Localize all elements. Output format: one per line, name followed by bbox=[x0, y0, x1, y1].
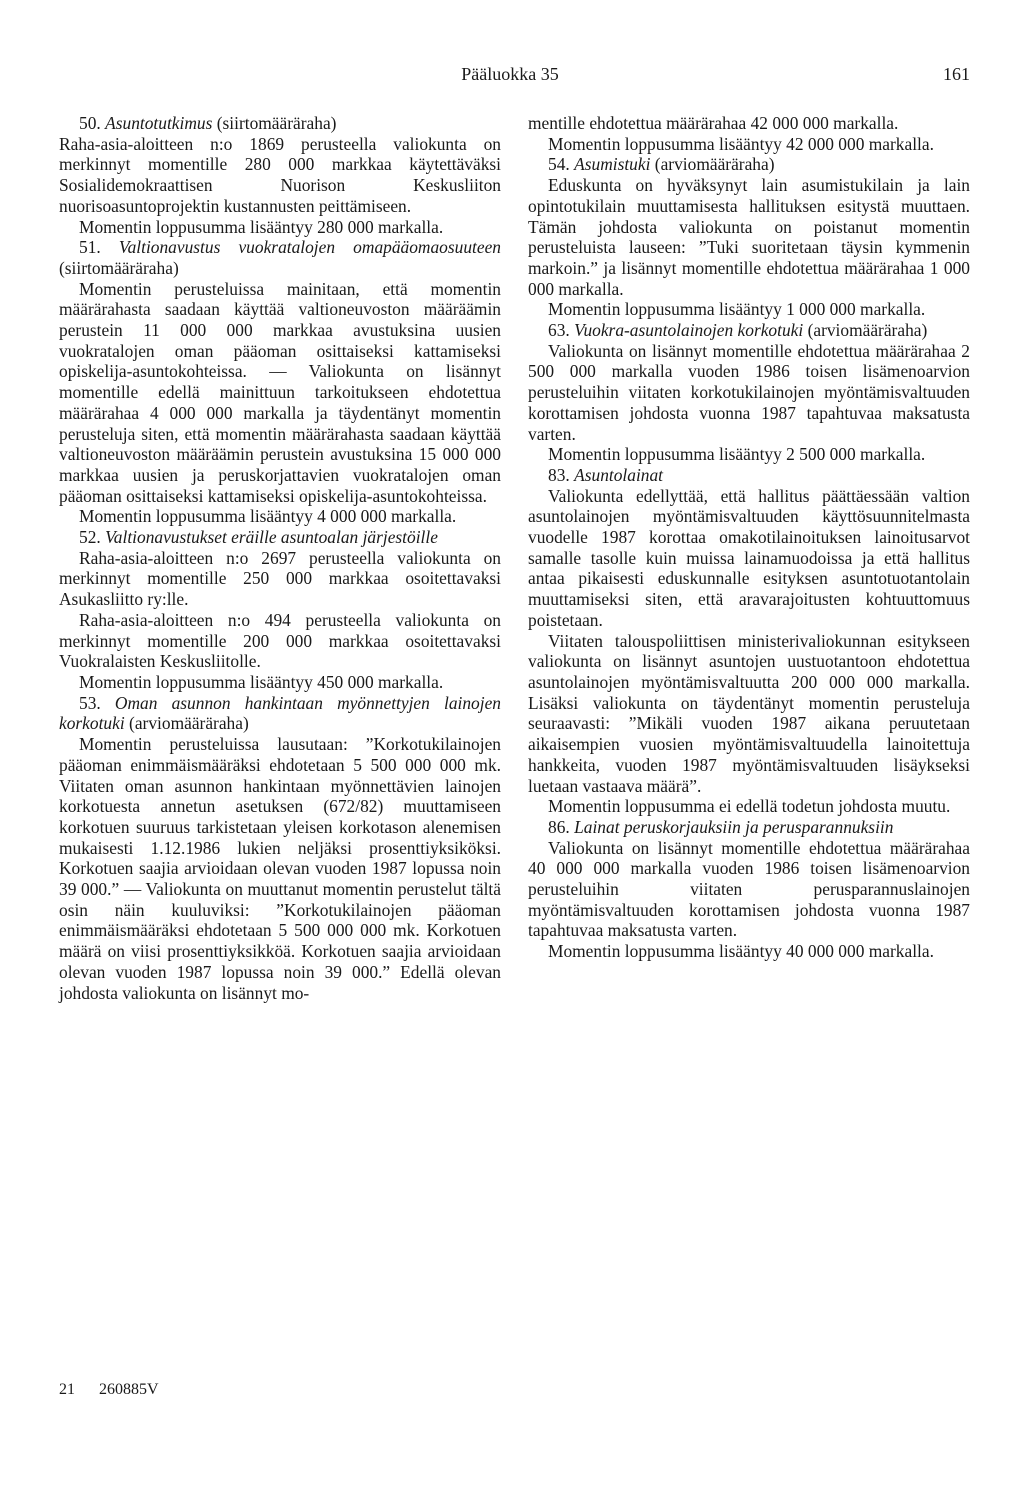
section-54-p1: Eduskunta on hyväksynyt lain asumistukilain ja lain opintotukilain muuttamisesta hallituksen esitystä muuttaen. Tämän johdosta valiokunta on poistanut momentin perusteluista lauseen: ”Tuki suoritetaan täysin kymmenin markoin.” ja lisännyt momentille ehdotettua määrärahaa 1 000 000 markalla. bbox=[528, 175, 970, 299]
section-51-p2: Momentin loppusumma lisääntyy 4 000 000 markalla. bbox=[79, 506, 457, 527]
section-50-p2: Momentin loppusumma lisääntyy 280 000 markalla. bbox=[79, 216, 444, 237]
section-63-p2: Momentin loppusumma lisääntyy 2 500 000 markalla. bbox=[548, 444, 926, 465]
section-83-p3: Momentin loppusumma ei edellä todetun johdosta muutu. bbox=[548, 796, 951, 817]
continuation-sum: Momentin loppusumma lisääntyy 42 000 000 markalla. bbox=[548, 133, 934, 154]
right-column bbox=[528, 113, 970, 962]
section-52-p1: Raha-asia-aloitteen n:o 2697 perusteella valiokunta on merkinnyt momentille 250 000 markkaa osoitettavaksi Asukasliitto ry:lle. bbox=[59, 547, 501, 610]
footer-code: 260885V bbox=[99, 1381, 159, 1398]
section-52-p3: Momentin loppusumma lisääntyy 450 000 markalla. bbox=[79, 671, 444, 692]
section-54-title: 54. Asumistuki (arviomääräraha) bbox=[548, 154, 775, 175]
section-83-title: 83. Asuntolainat bbox=[548, 464, 663, 485]
section-63-p1: Valiokunta on lisännyt momentille ehdotettua määrärahaa 2 500 000 markalla vuoden 1986 toisen lisämenoarvion perusteluihin viitaten korkotukilainojen myöntämisvaltuuden korottamisen johdosta vuonna 1987 tapahtuvaa maksatusta varten. bbox=[528, 340, 970, 444]
section-53-title: 53. Oman asunnon hankintaan myönnettyjen lainojen korkotuki (arviomääräraha) bbox=[59, 692, 501, 734]
section-63-title: 63. Vuokra-asuntolainojen korkotuki (arviomääräraha) bbox=[548, 320, 928, 341]
footer bbox=[59, 1381, 159, 1399]
section-86-p2: Momentin loppusumma lisääntyy 40 000 000 markalla. bbox=[548, 941, 934, 962]
section-83-p2: Viitaten talouspoliittisen ministerivaliokunnan esitykseen valiokunta on lisännyt asuntojen uustuotantoon ehdotettua asuntolainojen myöntämisvaltuutta 200 000 000 markalla. Lisäksi valiokunta on täydentänyt momentin perusteluja seuraavasti: ”Mikäli vuoden 1987 aikana peruutetaan aikaisempien vuosien myöntämisvaltuudella lainoitettuja hankkeita, vuoden 1987 myöntämisvaltuuden lisäykseksi luetaan vastaava määrä”. bbox=[528, 630, 970, 796]
section-51-p1: Momentin perusteluissa mainitaan, että momentin määrärahasta saadaan käyttää valtioneuvoston määräämin perustein 11 000 000 markkaa avustuksina uusien vuokratalojen oman pääoman osittaiseksi kattamiseksi opiskelija-asuntokohteissa. — Valiokunta on lisännyt momentille edellä mainittuun tarkoitukseen ehdotettua määrärahaa 4 000 000 markalla ja täydentänyt momentin perusteluja siten, että momentin määrärahasta saadaan käyttää valtioneuvoston määräämin perustein avustuksina 15 000 000 markkaa uusien ja peruskorjattavien vuokratalojen oman pääoman osittaiseksi kattamiseksi opiskelija-asuntokohteissa. bbox=[59, 278, 501, 506]
section-50-p1: Raha-asia-aloitteen n:o 1869 perusteella valiokunta on merkinnyt momentille 280 000 markkaa käytettäväksi Sosialidemokraattisen Nuorison Keskusliiton nuorisoasuntoprojektin kustannusten peittämiseen. bbox=[59, 133, 501, 216]
section-52-title: 52. Valtionavustukset eräille asuntoalan järjestöille bbox=[79, 527, 438, 548]
page-header-title: Pääluokka 35 bbox=[461, 64, 559, 84]
section-51-title: 51. Valtionavustus vuokratalojen omapääomaosuuteen (siirtomääräraha) bbox=[59, 237, 501, 278]
section-52-p2: Raha-asia-aloitteen n:o 494 perusteella valiokunta on merkinnyt momentille 200 000 markkaa osoitettavaksi Vuokralaisten Keskusliitolle. bbox=[59, 609, 501, 672]
continuation-text: mentille ehdotettua määrärahaa 42 000 000 markalla. bbox=[528, 113, 899, 133]
section-50-title: 50. Asuntotutkimus (siirtomääräraha) bbox=[79, 113, 337, 133]
section-54-p2: Momentin loppusumma lisääntyy 1 000 000 markalla. bbox=[548, 299, 926, 320]
left-column bbox=[59, 113, 501, 1003]
footer-number: 21 bbox=[59, 1381, 75, 1398]
section-86-p1: Valiokunta on lisännyt momentille ehdotettua määrärahaa 40 000 000 markalla vuoden 1986 toisen lisämenoarvion perusteluihin viitaten perusparannuslainojen myöntämisvaltuuden korottamisen johdosta vuonna 1987 tapahtuvaa maksatusta varten. bbox=[528, 837, 970, 941]
page-number: 161 bbox=[943, 64, 970, 84]
section-83-p1: Valiokunta edellyttää, että hallitus päättäessään valtion asuntolainojen myöntämisvaltuuden käyttösuunnitelmasta vuodelle 1987 korottaa omakotilainoituksen lainoitusarvot samalle tasolle kuin muissa lainamuodoissa ja että hallitus antaa pikaisesti eduskunnalle esityksen asuntotuotantolain muuttamiseksi siten, että aravarajoitusten kohtuuttomuus poistetaan. bbox=[528, 485, 970, 630]
section-53-p1: Momentin perusteluissa lausutaan: ”Korkotukilainojen pääoman enimmäismääräksi ehdotetaan 5 500 000 000 mk. Viitaten oman asunnon hankintaan myönnettävien lainojen korkotuesta annetun asetuksen (672/82) muuttamiseen korkotuen suuruus tarkistetaan yleisen korkotason alenemisen mukaisesti 1.12.1986 lukien neljäksi prosenttiyksiköksi. Korkotuen saajia arvioidaan olevan vuoden 1987 lopussa noin 39 000.” — Valiokunta on muuttanut momentin perustelut tältä osin näin kuuluviksi: ”Korkotukilainojen pääoman enimmäismääräksi ehdotetaan 5 500 000 000 mk. Korkotuen määrä on viisi prosenttiyksikköä. Korkotuen saajia arvioidaan olevan vuoden 1987 lopussa noin 39 000.” Edellä olevan johdosta valiokunta on lisännyt mo- bbox=[59, 734, 501, 1003]
section-86-title: 86. Lainat peruskorjauksiin ja perusparannuksiin bbox=[548, 816, 894, 837]
